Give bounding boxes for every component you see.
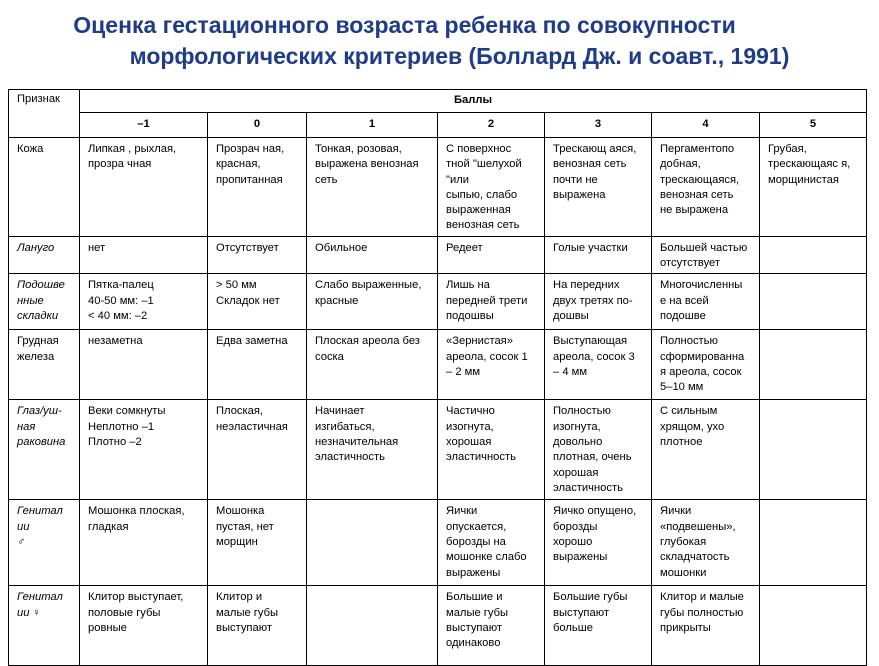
cell-line: Клитор и малые (660, 591, 744, 604)
feature-line: раковина (17, 435, 66, 448)
score-cell (545, 274, 652, 330)
page-title (0, 10, 879, 72)
cell-line: мошонки (660, 566, 707, 579)
cell-line: Большей частью (660, 241, 748, 254)
score-cell (545, 138, 652, 237)
cell-line: одинаково (446, 637, 501, 650)
cell-line: Большие и (446, 591, 503, 604)
cell-line: сеть (315, 173, 338, 186)
score-cell (760, 330, 867, 400)
cell-line: малые губы (216, 606, 279, 619)
score-col-header: 1 (307, 113, 438, 138)
score-cell (438, 274, 545, 330)
cell-line: нет (88, 241, 106, 254)
score-cell (307, 138, 438, 237)
cell-line: трескающаяс я, (768, 158, 851, 171)
cell-line: выражены (446, 566, 501, 579)
score-col-header: 5 (760, 113, 867, 138)
score-cell (760, 500, 867, 586)
score-cell (438, 500, 545, 586)
score-cell (545, 330, 652, 400)
feature-line: нные (17, 294, 44, 307)
cell-line: Пергаментопо (660, 143, 735, 155)
cell-line: больше (553, 621, 593, 634)
table-row (9, 400, 867, 500)
score-cell (307, 586, 438, 666)
cell-line: Едва заметна (216, 335, 288, 348)
header-row (9, 90, 867, 113)
feature-line: ♂ (17, 535, 26, 548)
cell-line: На передних (553, 279, 620, 292)
cell-line: Яичко опущено, (553, 505, 637, 518)
score-cell (760, 586, 867, 666)
score-cell (545, 500, 652, 586)
cell-line: Плоская, (216, 405, 264, 418)
cell-line: 5–10 мм (660, 381, 704, 394)
cell-line: Частично (446, 405, 495, 418)
cell-line: добная, (660, 158, 701, 171)
cell-line: С сильным (660, 405, 718, 418)
cell-line: ареола, сосок 1 (446, 350, 528, 363)
cell-line: эластичность (446, 451, 516, 464)
cell-line: неэластичная (216, 420, 288, 433)
score-cell (307, 400, 438, 500)
cell-line: эластичность (553, 481, 623, 494)
cell-line: эластичность (315, 451, 385, 464)
cell-line: почти не (553, 173, 598, 186)
cell-line: Пятка-палец (88, 279, 154, 292)
table-row (9, 138, 867, 237)
cell-line: Лишь на (446, 279, 490, 292)
cell-line: Плоская ареола без (315, 335, 420, 348)
table-row (9, 330, 867, 400)
cell-line: Клитор выступает, (88, 591, 184, 604)
score-cell (208, 586, 307, 666)
cell-line: Плотно –2 (88, 435, 142, 448)
feature-line: Кожа (17, 143, 44, 155)
cell-line: Редеет (446, 241, 483, 254)
cell-line: венозная сеть (446, 219, 520, 232)
score-cell (545, 586, 652, 666)
score-cell (760, 236, 867, 274)
cell-line: выражена венозная (315, 158, 419, 171)
score-cell (80, 274, 208, 330)
score-cell (80, 236, 208, 274)
cell-line: выражена (553, 188, 606, 201)
cell-line: прозра чная (88, 158, 152, 171)
table-row (9, 236, 867, 274)
cell-line: глубокая (660, 535, 707, 548)
score-cell (208, 138, 307, 237)
score-cell (208, 274, 307, 330)
cell-line: выраженная (446, 204, 511, 217)
feature-line: железа (17, 350, 55, 363)
cell-line: подошвы (446, 309, 494, 322)
score-cell (760, 274, 867, 330)
cell-line: «подвешены», (660, 520, 736, 533)
cell-line: отсутствует (660, 257, 721, 270)
cell-line: пустая, нет (216, 520, 274, 533)
cell-line: борозды на (446, 535, 506, 548)
table-row (9, 586, 867, 666)
score-cell (652, 586, 760, 666)
cell-line: гладкая (88, 520, 129, 533)
cell-line: опускается, (446, 520, 507, 533)
score-col-header: 4 (652, 113, 760, 138)
score-cell (652, 330, 760, 400)
cell-line: сформированна (660, 350, 745, 363)
cell-line: половые губы (88, 606, 161, 619)
score-cell (652, 400, 760, 500)
score-col-header: –1 (80, 113, 208, 138)
table-body (9, 90, 867, 666)
title-line-1: Оценка гестационного возраста ребенка по совокупности (73, 12, 736, 38)
cell-line: ареола, сосок 3 (553, 350, 635, 363)
cell-line: изогнута, (446, 420, 494, 433)
cell-line: 40-50 мм: –1 (88, 294, 154, 307)
cell-line: я ареола, сосок (660, 365, 742, 378)
cell-line: Мошонка (216, 505, 265, 518)
cell-line: губы полностью (660, 606, 744, 619)
feature-line: Глаз/уш- (17, 405, 62, 418)
cell-line: малые губы (446, 606, 509, 619)
score-col-header: 0 (208, 113, 307, 138)
cell-line: незаметна (88, 335, 143, 348)
score-cell (438, 138, 545, 237)
cell-line: выступают (553, 606, 609, 619)
cell-line: изгибаться, (315, 420, 375, 433)
cell-line: Многочисленны (660, 279, 743, 292)
table-row (9, 500, 867, 586)
feature-cell (9, 274, 80, 330)
score-cell (80, 138, 208, 237)
score-cell (307, 500, 438, 586)
table-row (9, 274, 867, 330)
score-col-header: 2 (438, 113, 545, 138)
cell-line: хорошо (553, 535, 593, 548)
score-cell (652, 138, 760, 237)
cell-line: мошонке слабо (446, 551, 527, 564)
feature-cell (9, 400, 80, 500)
cell-line: Большие губы (553, 591, 628, 604)
cell-line: красные (315, 294, 359, 307)
cell-line: изогнута, (553, 420, 601, 433)
title-line-2: морфологических критериев (Боллард Дж. и соавт., 1991) (129, 43, 790, 69)
cell-line: < 40 мм: –2 (88, 309, 148, 322)
cell-line: Неплотно –1 (88, 420, 155, 433)
cell-line: > 50 мм (216, 279, 257, 292)
score-cell (438, 586, 545, 666)
cell-line: сыпью, слабо (446, 188, 518, 201)
cell-line: Голые участки (553, 241, 628, 254)
cell-line: "или (446, 173, 469, 186)
score-cell (545, 400, 652, 500)
feature-cell (9, 330, 80, 400)
feature-cell (9, 236, 80, 274)
feature-line: ии ♀ (17, 606, 41, 619)
cell-line: – 4 мм (553, 365, 588, 378)
cell-line: незначительная (315, 435, 399, 448)
cell-line: борозды (553, 520, 598, 533)
cell-line: С поверхнос (446, 143, 512, 155)
feature-line: Подошве (17, 279, 65, 292)
feature-header: Признак (9, 90, 80, 138)
cell-line: – 2 мм (446, 365, 481, 378)
score-cell (438, 236, 545, 274)
cell-line: Веки сомкнуты (88, 405, 166, 418)
cell-line: Липкая , рыхлая, (88, 143, 177, 155)
cell-line: Клитор и (216, 591, 263, 604)
cell-line: морщин (216, 535, 258, 548)
cell-line: плотная, очень (553, 451, 632, 464)
score-cell (208, 500, 307, 586)
feature-line: Лануго (17, 241, 55, 254)
cell-line: красная, (216, 158, 261, 171)
cell-line: венозная сеть (553, 158, 627, 171)
score-cell (208, 330, 307, 400)
cell-line: Яички (446, 505, 478, 518)
cell-line: морщинистая (768, 173, 839, 186)
feature-line: Генитал (17, 591, 63, 604)
feature-line: ии (17, 520, 30, 533)
score-cell (307, 236, 438, 274)
score-cell (208, 236, 307, 274)
feature-line: Грудная (17, 335, 59, 348)
cell-line: плотное (660, 435, 703, 448)
feature-line: складки (17, 309, 59, 322)
cell-line: выступают (446, 621, 502, 634)
score-cell (438, 330, 545, 400)
cell-line: передней трети (446, 294, 528, 307)
score-cell (652, 236, 760, 274)
cell-line: хорошая (553, 466, 599, 479)
score-header: Баллы (80, 90, 867, 113)
cell-line: Яички (660, 505, 692, 518)
feature-cell (9, 138, 80, 237)
score-cell (545, 236, 652, 274)
score-col-header: 3 (545, 113, 652, 138)
cell-line: Обильное (315, 241, 368, 254)
score-values-row (9, 113, 867, 138)
cell-line: Отсутствует (216, 241, 279, 254)
score-cell (652, 274, 760, 330)
score-cell (307, 330, 438, 400)
cell-line: выражены (553, 551, 608, 564)
cell-line: венозная сеть (660, 188, 734, 201)
cell-line: Слабо выраженные, (315, 279, 422, 292)
score-cell (438, 400, 545, 500)
cell-line: Складок нет (216, 294, 280, 307)
cell-line: Трескающ аяся, (553, 143, 637, 155)
feature-line: ная (17, 420, 36, 433)
feature-line: Генитал (17, 505, 63, 518)
cell-line: Полностью (553, 405, 611, 418)
score-cell (80, 330, 208, 400)
cell-line: подошве (660, 309, 706, 322)
cell-line: тной "шелухой (446, 158, 522, 171)
feature-cell (9, 500, 80, 586)
cell-line: Начинает (315, 405, 365, 418)
feature-cell (9, 586, 80, 666)
cell-line: е на всей (660, 294, 709, 307)
cell-line: не выражена (660, 204, 729, 217)
cell-line: прикрыты (660, 621, 711, 634)
score-cell (760, 138, 867, 237)
cell-line: двух третях по- (553, 294, 633, 307)
cell-line: Прозрач ная, (216, 143, 285, 155)
cell-line: Полностью (660, 335, 718, 348)
cell-line: хорошая (446, 435, 492, 448)
score-cell (80, 400, 208, 500)
cell-line: трескающаяся, (660, 173, 740, 186)
cell-line: «Зернистая» (446, 335, 513, 348)
cell-line: складчатость (660, 551, 730, 564)
cell-line: Тонкая, розовая, (315, 143, 402, 155)
score-cell (760, 400, 867, 500)
score-cell (307, 274, 438, 330)
cell-line: соска (315, 350, 344, 363)
score-cell (652, 500, 760, 586)
cell-line: довольно (553, 435, 603, 448)
cell-line: Выступающая (553, 335, 628, 348)
score-cell (80, 500, 208, 586)
score-cell (80, 586, 208, 666)
cell-line: хрящом, ухо (660, 420, 725, 433)
cell-line: Мошонка плоская, (88, 505, 185, 518)
gestational-age-table (8, 89, 867, 666)
cell-line: ровные (88, 621, 127, 634)
cell-line: выступают (216, 621, 272, 634)
cell-line: дошвы (553, 309, 589, 322)
cell-line: пропитанная (216, 173, 283, 186)
cell-line: Грубая, (768, 143, 807, 155)
score-cell (208, 400, 307, 500)
